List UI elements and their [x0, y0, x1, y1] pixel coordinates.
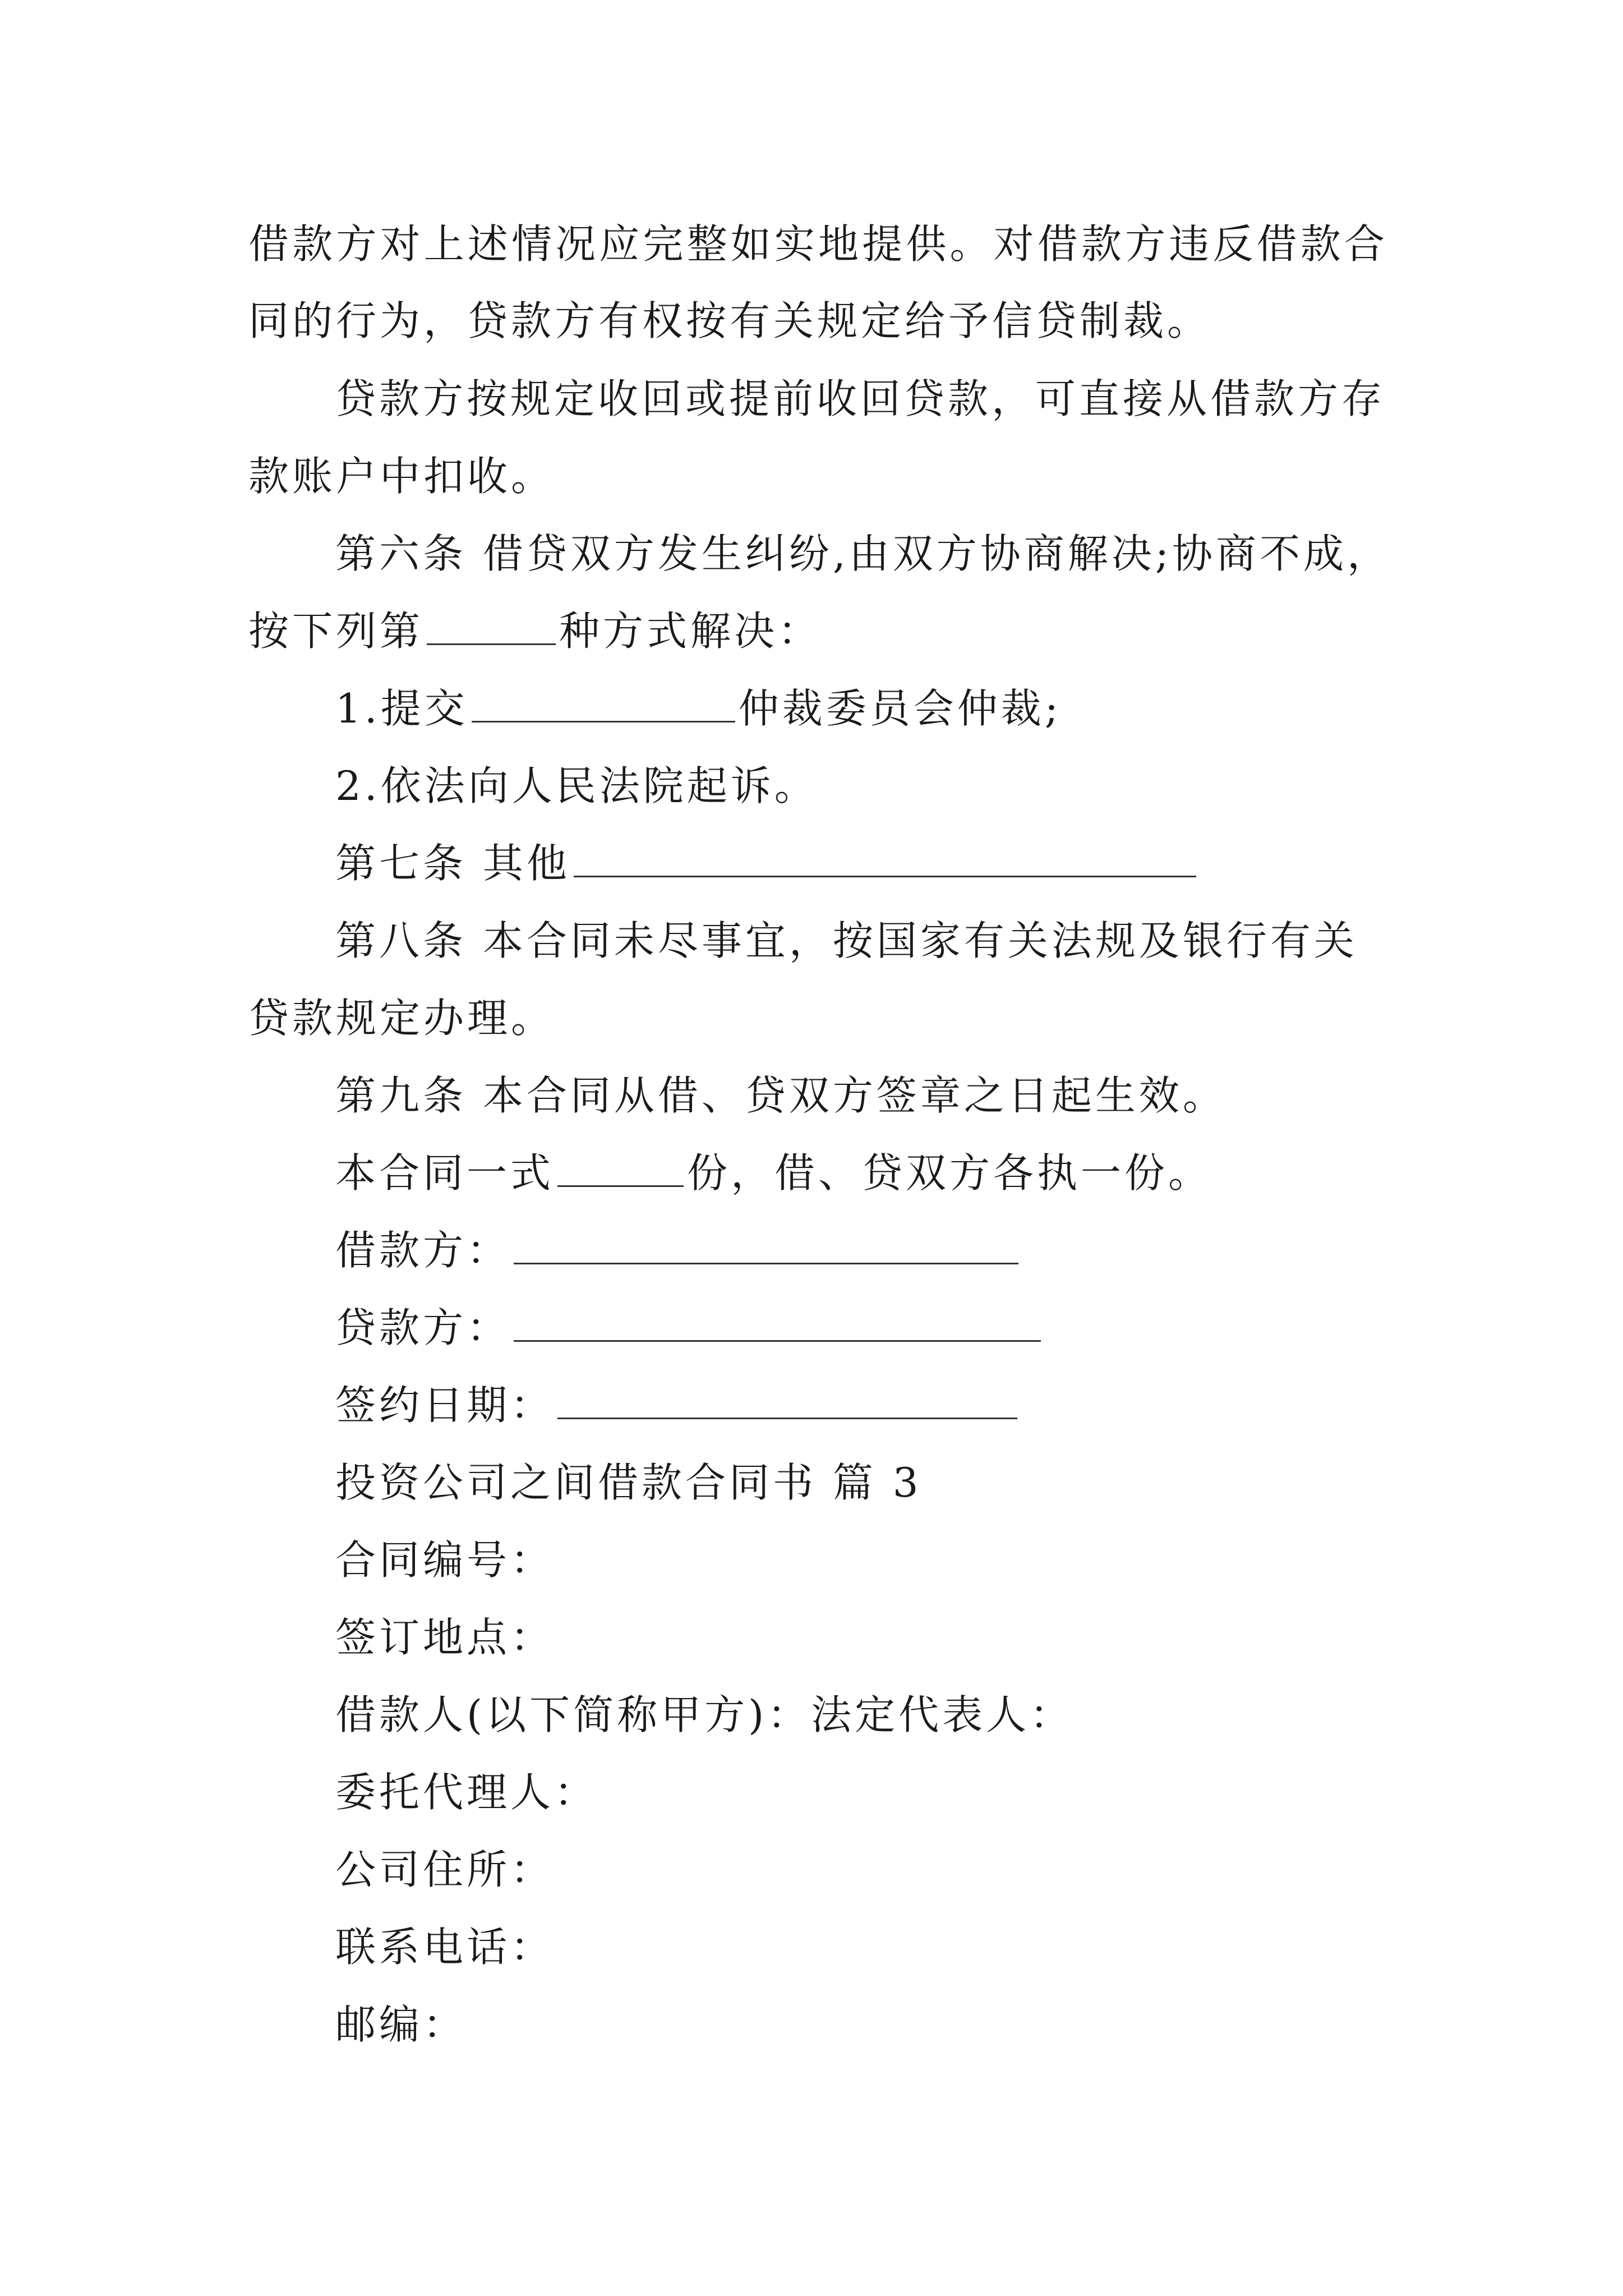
text-span: 签约日期：	[335, 1382, 555, 1429]
paragraph-line: 贷款方按规定收回或提前收回贷款，可直接从借款方存	[335, 375, 1386, 422]
text-span: 第七条 其他	[335, 840, 570, 887]
text-span: 按下列第	[248, 608, 424, 655]
fill-blank	[514, 1227, 1018, 1264]
char: 款	[292, 220, 333, 268]
char: 违	[1169, 220, 1210, 268]
text-span: 种方式解决：	[559, 608, 822, 655]
paragraph-line	[248, 216, 1385, 272]
article-7	[335, 835, 1200, 891]
paragraph-line: 同的行为，贷款方有权按有关规定给予信贷制裁。	[248, 297, 1211, 344]
fill-blank	[557, 1382, 1017, 1419]
article-9: 第九条 本合同从借、贷双方签章之日起生效。	[335, 1072, 1227, 1119]
char: 地	[818, 220, 859, 268]
char: 提	[862, 220, 903, 268]
article-8-line: 第八条 本合同未尽事宜，按国家有关法规及银行有关	[335, 917, 1358, 964]
text-span: 贷款方：	[335, 1304, 511, 1351]
lender-line	[335, 1300, 1044, 1356]
char: 供	[906, 220, 947, 268]
copies-line	[335, 1145, 1212, 1201]
option-2: 2.依法向人民法院起诉。	[335, 762, 818, 809]
contract-number-label: 合同编号：	[335, 1536, 555, 1584]
char: 对	[380, 220, 421, 268]
text-span: 1.提交	[335, 685, 468, 732]
char: 完	[643, 220, 684, 268]
borrower-line	[335, 1222, 1022, 1278]
text-span	[248, 216, 1385, 272]
char: 。	[949, 220, 990, 268]
sign-place-label: 签订地点：	[335, 1614, 555, 1661]
char: 实	[774, 220, 815, 268]
phone-label: 联系电话：	[335, 1924, 555, 1971]
party-a-label: 借款人(以下简称甲方)：法定代表人：	[335, 1691, 1074, 1738]
char: 款	[1081, 220, 1122, 268]
section-title: 投资公司之间借款合同书 篇 3	[335, 1459, 922, 1506]
char: 情	[511, 220, 552, 268]
fill-blank	[472, 685, 735, 723]
char: 借	[1256, 220, 1297, 268]
text-span: 本合同一式	[335, 1149, 555, 1197]
char: 借	[1037, 220, 1078, 268]
agent-label: 委托代理人：	[335, 1769, 598, 1816]
article-6-line: 第六条 借贷双方发生纠纷,由双方协商解决;协商不成，	[335, 530, 1391, 577]
char: 况	[555, 220, 596, 268]
postcode-label: 邮编：	[335, 2001, 467, 2048]
article-8-line: 贷款规定办理。	[248, 995, 555, 1042]
char: 述	[467, 220, 508, 268]
char: 款	[1300, 220, 1341, 268]
option-1	[335, 680, 1062, 737]
article-6-line	[248, 603, 822, 659]
char: 借	[248, 220, 289, 268]
fill-blank	[427, 608, 556, 645]
char: 对	[993, 220, 1034, 268]
char: 整	[686, 220, 727, 268]
char: 如	[730, 220, 771, 268]
char: 应	[599, 220, 640, 268]
fill-blank	[514, 1304, 1041, 1342]
address-label: 公司住所：	[335, 1846, 555, 1893]
sign-date-line	[335, 1377, 1021, 1433]
char: 上	[423, 220, 464, 268]
char: 方	[1125, 220, 1166, 268]
char: 方	[336, 220, 377, 268]
char: 反	[1212, 220, 1253, 268]
text-span: 份，借、贷双方各执一份。	[687, 1149, 1212, 1197]
text-span: 借款方：	[335, 1227, 511, 1274]
fill-blank	[574, 840, 1196, 877]
text-span: 仲裁委员会仲裁;	[738, 685, 1062, 732]
paragraph-line: 款账户中扣收。	[248, 453, 555, 500]
char: 合	[1344, 220, 1385, 268]
fill-blank	[557, 1149, 684, 1187]
